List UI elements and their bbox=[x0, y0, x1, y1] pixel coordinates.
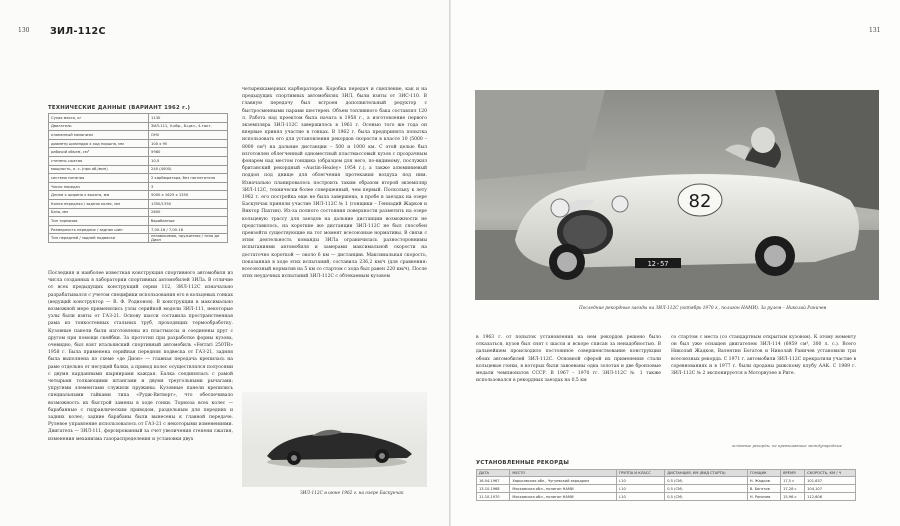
records-cell: 17,5 с bbox=[781, 477, 805, 485]
spec-row bbox=[49, 165, 228, 174]
car-race-number: 82 bbox=[688, 191, 712, 212]
records-cell: 0,5 (СМ) bbox=[665, 477, 748, 485]
records-cell: 104,107 bbox=[805, 485, 856, 493]
spec-value: 2600 bbox=[149, 208, 228, 217]
spec-value: 3 bbox=[149, 182, 228, 191]
license-plate: 12-57 bbox=[647, 260, 669, 268]
records-column-header: МЕСТО bbox=[510, 470, 616, 477]
spec-label: диаметр цилиндра х ход поршня, мм bbox=[49, 139, 149, 148]
spec-label: Сухая масса, кг bbox=[49, 114, 149, 123]
spec-value: 5000 х 1625 х 1350 bbox=[149, 191, 228, 200]
records-column-header: ДИСТАНЦИЯ, КМ (ВИД СТАРТА) bbox=[665, 470, 748, 477]
spec-value: OHV bbox=[149, 131, 228, 140]
spec-row bbox=[49, 199, 228, 208]
records-cell: I-10 bbox=[616, 485, 664, 493]
body-paragraph: четырехкамерных карбюраторов. Коробка передач и сцепление, как и на предыдущих спортивных автомобилях ЗИЛ, были взяты от ЗИС-110. В главную передачу был встроен дополнительный редуктор с быстросменными парами шестерен. Объем топливного бака составлял 120 л. Работа над проектом была начата в 1958 г., а изготовление первого экземпляра ЗИЛ-112С завершилось в 1961 г. Осенью того же года он впервые принял участие в гонках. В 1962 г. была предпринята попытка использовать его для установления рекордов скорости в классе 10 (5000 – 8000 см³) на дальние дистанции – 500 и 1000 км. С этой целью был изготовлен облегченный одноместный пластмассовый кузов с прозрачным фонарем над местом гонщика (образцом для него, по-видимому, послужил британский рекордный «Austin-Healey» 1954 г.), а также алюминиевый поддон под днище для облегчения протекания воздуха под ним. Изначально планировалось построить таким образом второй экземпляр ЗИЛ-112С, технически более совершенный, чем первый. Поскольку к лету 1962 г. его постройка еще не была завершена, в пробе в заездах на озере Баскунчак приняли участие ЗИЛ-112С № 1 (гонщики – Геннадий Жарков и Виктор Пахтин). Из-за полного состояния поверхности разметить на озере кольцевую трассу для заездов на дальние дистанции возможности не представилось, на короткие же дистанции ЗИЛ-112С не был способен превзойти существующие на тот момент всесоюзные нормативы. В связи с этим деятельность команды ЗИЛа ограничилась разностороннимы испытаниями автомобиля и замерами максимальной скорости на достаточно короткой — около 6 км — дистанции. Максимальная скорость, показанная в ходе этих испытаний, составила 236,2 км/ч (для сравнения: всесоюзный норматив на 5 км со стартом с хода был равен 220 км/ч). После этих неудачных испытаний ЗИЛ-112С с обтекаемым кузовом bbox=[242, 87, 427, 280]
spec-value: барабанные bbox=[149, 217, 228, 226]
spec-row bbox=[49, 234, 228, 243]
records-table bbox=[476, 469, 856, 501]
body-paragraph: со стартом с места (со стандартным открытым кузовом). К этому моменту он был уже оснащен двигателем ЗИЛ-114 (6959 см³, 300 л. с.). Всего Николай Жадков, Валентин Богатов и Николай Раничев установили три всесоюзных рекорда. С 1971 г. автомобили ЗИЛ-112С прекратили участие в соревнованиях и в 1977 г. были проданы рижскому клубу ААК. С 1989 г. ЗИЛ-112С № 2 экспонируется в Моторвузее в Риге. bbox=[671, 335, 856, 377]
spec-label: мощность, л. с. (при об./мин) bbox=[49, 165, 149, 174]
spec-label: рабочий объем, см³ bbox=[49, 148, 149, 157]
body-paragraph: в 1963 г. от попыток установления на нем рекордов решено было отказаться, кузов был снят с шасси и вскоре списан за ненадобностью. В дальнейшем происходило постоянное совершенствование конструкции обоих автомобилей ЗИЛ-112С. Основной сферой их применения стали кольцевые гонки, в которых были завоеваны одна золотая и две бронзовые медали чемпионатов СССР. В 1967 – 1970 гг. ЗИЛ-112С № 1 также использовался в рекордных заездах на 0,5 км bbox=[476, 335, 661, 384]
photo-caption-left: ЗИЛ-112С в июне 1962 г. на озере Баскунчак bbox=[300, 491, 404, 496]
records-cell: 13.10.1968 bbox=[477, 485, 510, 493]
records-row bbox=[477, 477, 856, 485]
spec-value: 5980 bbox=[149, 148, 228, 157]
photo-race-car-driver bbox=[475, 90, 879, 300]
spec-row bbox=[49, 148, 228, 157]
spec-value: 7,00-16 / 7,00-16 bbox=[149, 225, 228, 234]
records-cell: Харьковская обл., Чугуевский аэродром bbox=[510, 477, 616, 485]
records-column-header: СКОРОСТЬ, КМ / Ч bbox=[805, 470, 856, 477]
spec-label: Размерность передних / задних шин bbox=[49, 225, 149, 234]
spec-label: Колея передняя / задняя колес, мм bbox=[49, 199, 149, 208]
spec-row bbox=[49, 156, 228, 165]
spec-row bbox=[49, 217, 228, 226]
spec-value: 1130 bbox=[149, 114, 228, 123]
spec-row bbox=[49, 174, 228, 183]
records-row bbox=[477, 493, 856, 501]
records-cell: Н. Жадков bbox=[747, 477, 780, 485]
spec-value: 2 карбюратора, без нагнетателя bbox=[149, 174, 228, 183]
records-cell: 0,5 (СМ) bbox=[665, 485, 748, 493]
body-text-column-1 bbox=[48, 270, 233, 498]
records-column-header: ГОНЩИК bbox=[747, 470, 780, 477]
spec-row bbox=[49, 208, 228, 217]
records-column-header: ДАТА bbox=[477, 470, 510, 477]
records-cell: I-10 bbox=[616, 477, 664, 485]
photo-streamliner-car bbox=[242, 392, 427, 487]
photo-caption-right: Последние рекордные заезды на ЗИЛ-112С (октябрь 1970 г., полигон НАМИ). За рулем – Николай Раничев bbox=[579, 306, 827, 311]
spec-value: 240 (4000) bbox=[149, 165, 228, 174]
page-title: ЗИЛ-112С bbox=[50, 26, 106, 37]
spec-label: степень сжатия bbox=[49, 156, 149, 165]
spec-label: система питания bbox=[49, 174, 149, 183]
records-column-header: ВРЕМЯ bbox=[781, 470, 805, 477]
records-cell: 101,637 bbox=[805, 477, 856, 485]
spec-value: 100 х 95 bbox=[149, 139, 228, 148]
spec-row bbox=[49, 182, 228, 191]
body-text-column-3 bbox=[476, 334, 661, 429]
body-text-column-2 bbox=[242, 86, 427, 362]
spec-row bbox=[49, 122, 228, 131]
spec-row bbox=[49, 139, 228, 148]
records-table-title: УСТАНОВЛЕННЫЕ РЕКОРДЫ bbox=[476, 460, 570, 466]
spec-label: Длина х ширина х высота, мм bbox=[49, 191, 149, 200]
records-cell: 16.04.1967 bbox=[477, 477, 510, 485]
records-cell: Московская обл., полигон НАМИ bbox=[510, 493, 616, 501]
spec-table-block bbox=[48, 105, 228, 243]
records-cell: 15,96 с bbox=[781, 493, 805, 501]
body-text-column-4 bbox=[671, 334, 856, 429]
body-paragraph: Последняя и наиболее известная конструкция спортивного автомобиля из числа созданных в лаборатории спортивных автомобилей ЗИЛа. В отличие от всех предыдущих конструкций серии 112, ЗИЛ-112С изначально разрабатывался с учетом специфики использования его в кольцевых гонках (ведущий конструктор — В. Ф. Родионов). В конструкции в максимально возможной мере применялись узлы серийной модели ЗИЛ-111, некоторые узлы были взяты от ГАЗ-21. Основу шасси составила пространственная рама из тонкостенных стальных труб, проходящих термообработку. Кузовные панели были изготовлены из пластмассы и соединены друг с другом при помощи скейбки. За прототип при разработке формы кузова, очевидно, был взят итальянский спортивный автомобиль «Ferrari 250TR» 1958 г. Была применена серийная передняя подвеска от ГАЗ-21, задняя была выполнена по схеме «де Дион» — главная передача крепилась на раме отдельно от несущей балки, а привод колес осуществлялся полуосями с двумя карданными шарнирами каждая. Балка соединялась с рамой четырьмя толкающими штангами и двумя треугольными рычагами; упругими элементами служили пружины. Кузовные панели крепились специальными гайками типа «Рудж-Витворт», что обеспечивало возможность их быстрой замены в ходе гонки. Тормоза всех колес — барабанные с гидравлическим приводом, раздельным для передних и задних колес; задние барабаны были вынесены к главной передаче. Рулевое управление использовалось от ГАЗ-21 с некоторыми изменениями. Двигатель — ЗИЛ-111, форсированный за счет увеличения степени сжатия, изменения механизма газораспределения и установки двух bbox=[48, 271, 233, 442]
records-cell: 17,28 с bbox=[781, 485, 805, 493]
left-page bbox=[0, 0, 449, 526]
spec-label: Двигатель bbox=[49, 122, 149, 131]
page-number-left: 130 bbox=[18, 27, 30, 34]
records-cell: Н. Раничев bbox=[747, 493, 780, 501]
records-table-block bbox=[476, 460, 856, 501]
spec-row bbox=[49, 191, 228, 200]
spec-label: База, мм bbox=[49, 208, 149, 217]
spec-value: 10,5 bbox=[149, 156, 228, 165]
records-row bbox=[477, 485, 856, 493]
records-column-header: ГРУППА И КЛАСС bbox=[616, 470, 664, 477]
records-cell: 0,5 (СМ) bbox=[665, 493, 748, 501]
records-cell: 112,606 bbox=[805, 493, 856, 501]
records-cell: 11.10.1970 bbox=[477, 493, 510, 501]
spec-row bbox=[49, 114, 228, 123]
spec-row bbox=[49, 131, 228, 140]
spec-value: ЗИЛ-111, V-обр., 8-цил., 4-такт. bbox=[149, 122, 228, 131]
spec-table-title: ТЕХНИЧЕСКИЕ ДАННЫЕ (ВАРИАНТ 1962 г.) bbox=[48, 105, 191, 111]
spec-label: Тип тормозов bbox=[49, 217, 149, 226]
spec-value: независимая, пружинная / типа де Дион bbox=[149, 234, 228, 243]
spec-row bbox=[49, 225, 228, 234]
records-cell: Московская обл., полигон НАМИ bbox=[510, 485, 616, 493]
spec-label: Число передач bbox=[49, 182, 149, 191]
spec-label: клапанный механизм bbox=[49, 131, 149, 140]
spec-value: 1350/1350 bbox=[149, 199, 228, 208]
records-cell: В. Богатов bbox=[747, 485, 780, 493]
page-number-right: 131 bbox=[869, 27, 881, 34]
records-cell: I-10 bbox=[616, 493, 664, 501]
spec-table bbox=[48, 113, 228, 243]
spec-label: Тип передней / задней подвески bbox=[49, 234, 149, 243]
records-note: основные рекорды, не превышавшие международные bbox=[732, 443, 843, 448]
